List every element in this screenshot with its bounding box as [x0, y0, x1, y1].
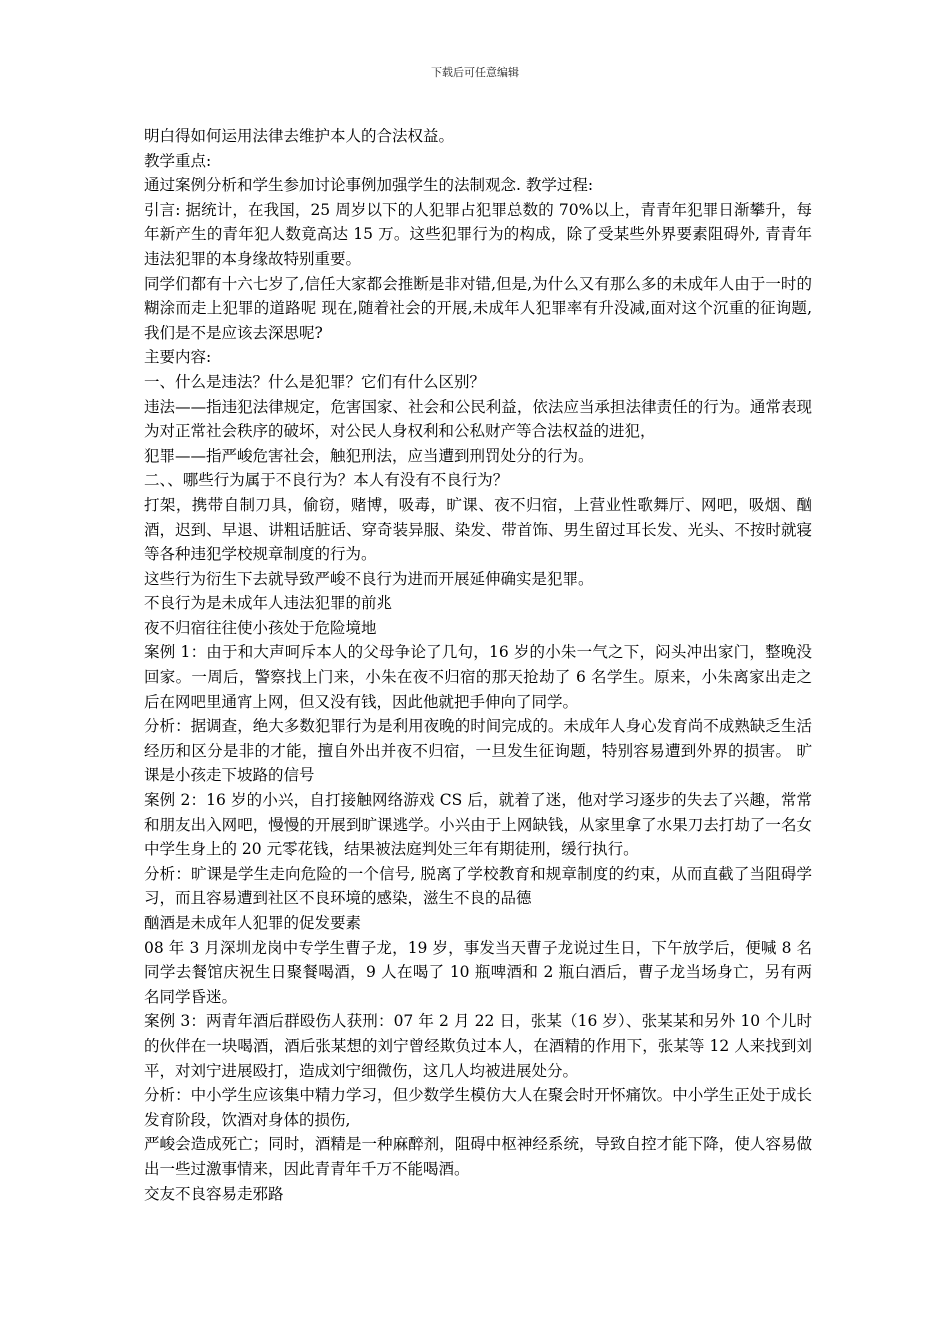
paragraph: 酗酒是未成年人犯罪的促发要素: [144, 914, 362, 932]
paragraph: 违法——指违犯法律规定，危害国家、社会和公民利益，依法应当承担法律责任的行为。通常表现为对正常社会秩序的破坏，对公民人身权利和公私财产等合法权益的进犯，: [144, 397, 812, 441]
paragraph: 案例 2：16 岁的小兴，自打接触网络游戏 CS 后，就着了迷，他对学习逐步的失去了兴趣，常常和朋友出入网吧，慢慢的开展到旷课逃学。小兴由于上网缺钱，从家里拿了水果刀去打劫了一名女中学生身上的 20 元零花钱，结果被法庭判处三年有期徒刑，缓行执行。: [144, 791, 812, 859]
paragraph: 教学重点:: [144, 151, 212, 170]
paragraph: 分析：旷课是学生走向危险的一个信号, 脱离了学校教育和规章制度的约束，从而直截了当阻碍学习，而且容易遭到社区不良环境的感染，滋生不良的品德: [144, 864, 812, 908]
paragraph: 案例 3：两青年酒后群殴伤人获刑：07 年 2 月 22 日，张某（16 岁）、张某某和另外 10 个儿时的伙伴在一块喝酒，酒后张某想的刘宁曾经欺负过本人，在酒精的作用下，张某等 12 人来找到刘平，对刘宁进展殴打，造成刘宁细微伤，这几人均被进展处分。: [144, 1012, 812, 1080]
paragraph: 分析：据调查，绝大多数犯罪行为是利用夜晚的时间完成的。未成年人身心发育尚不成熟缺乏生活经历和区分是非的才能，擅自外出并夜不归宿，一旦发生征询题，特别容易遭到外界的损害。 旷课是小孩走下坡路的信号: [144, 717, 812, 785]
paragraph: 不良行为是未成年人违法犯罪的前兆: [144, 594, 393, 613]
paragraph: 这些行为衍生下去就导致严峻不良行为进而开展延伸确实是犯罪。: [144, 569, 594, 588]
paragraph: 主要内容:: [144, 348, 212, 367]
paragraph: 夜不归宿往往使小孩处于危险境地: [144, 618, 377, 637]
paragraph: 犯罪——指严峻危害社会，触犯刑法，应当遭到刑罚处分的行为。: [144, 446, 594, 465]
page-header: 下载后可任意编辑: [431, 66, 519, 79]
paragraph: 通过案例分析和学生参加讨论事例加强学生的法制观念. 教学过程:: [144, 176, 594, 195]
paragraph: 打架，携带自制刀具，偷窃，赌博，吸毒，旷课、夜不归宿，上营业性歌舞厅、网吧，吸烟、酗酒，迟到、早退、讲粗话脏话、穿奇装异服、染发、带首饰、男生留过耳长发、光头、不按时就寝等各种违犯学校规章制度的行为。: [144, 495, 812, 564]
paragraph: 一、什么是违法？什么是犯罪？它们有什么区别？: [144, 372, 486, 391]
paragraph: 案例 1：由于和大声呵斥本人的父母争论了几句，16 岁的小朱一气之下，闷头冲出家门，整晚没回家。一周后，警察找上门来，小朱在夜不归宿的那天抢劫了 6 名学生。原来，小朱离家出走之后在网吧里通宵上网，但又没有钱，因此他就把手伸向了同学。: [144, 643, 812, 711]
paragraph: 严峻会造成死亡；同时，酒精是一种麻醉剂，阻碍中枢神经系统，导致自控才能下降，使人容易做出一些过激事情来，因此青青年千万不能喝酒。: [144, 1135, 812, 1178]
paragraph: 同学们都有十六七岁了,信任大家都会推断是非对错,但是,为什么又有那么多的未成年人由于一时的糊涂而走上犯罪的道路呢 现在,随着社会的开展,未成年人犯罪率有升没减,面对这个沉重的征询题,我们是不是应该去深思呢?: [144, 274, 812, 342]
paragraph: 二、、哪些行为属于不良行为？本人有没有不良行为？: [144, 471, 509, 490]
paragraph: 明白得如何运用法律去维护本人的合法权益。: [144, 127, 455, 145]
paragraph: 08 年 3 月深圳龙岗中专学生曹子龙，19 岁，事发当天曹子龙说过生日，下午放学后，便喊 8 名同学去餐馆庆祝生日聚餐喝酒，9 人在喝了 10 瓶啤酒和 2 瓶白酒后，曹子龙当场身亡，另有两名同学昏迷。: [144, 938, 812, 1006]
paragraph: 引言: 据统计，在我国，25 周岁以下的人犯罪占犯罪总数的 70%以上，青青年犯罪日渐攀升，每年新产生的青年犯人数竟高达 15 万。这些犯罪行为的构成，除了受某些外界要素阻碍外, 青青年违法犯罪的本身缘故特别重要。: [144, 200, 812, 268]
paragraph: 分析：中小学生应该集中精力学习，但少数学生模仿大人在聚会时开怀痛饮。中小学生正处于成长发育阶段，饮酒对身体的损伤,: [144, 1086, 812, 1129]
paragraph: 交友不良容易走邪路: [144, 1184, 284, 1203]
document-body: [144, 124, 812, 1206]
